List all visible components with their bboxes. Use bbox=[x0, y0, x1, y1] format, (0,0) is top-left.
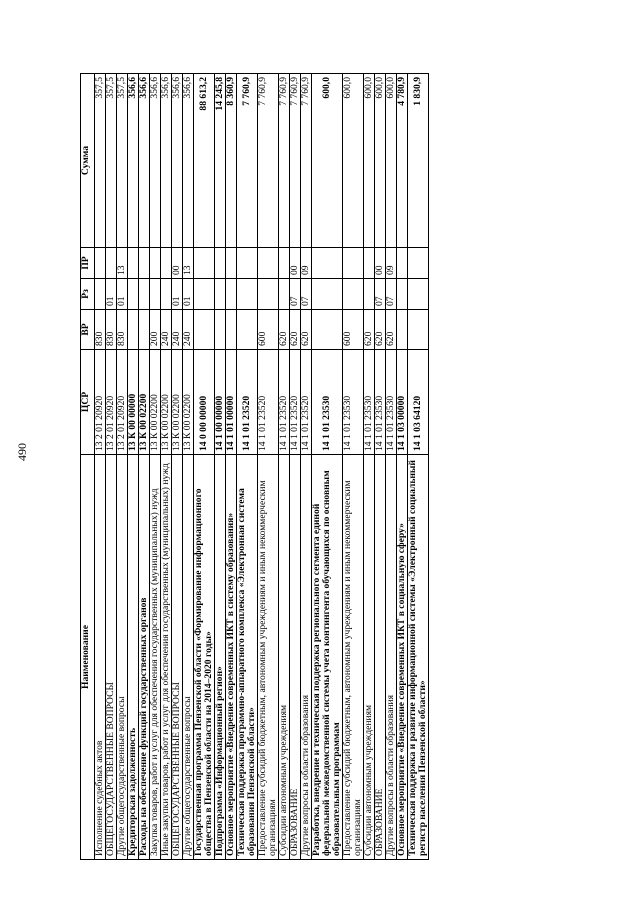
cell-csr: 14 1 03 64120 bbox=[408, 350, 429, 455]
cell-vr: 620 bbox=[386, 310, 397, 350]
cell-name: ОБРАЗОВАНИЕ bbox=[290, 455, 301, 860]
cell-rz bbox=[194, 279, 215, 310]
cell-rz bbox=[226, 279, 237, 310]
table-row bbox=[386, 74, 397, 860]
cell-csr: 14 1 01 23530 bbox=[343, 350, 364, 455]
cell-rz bbox=[279, 279, 290, 310]
header-pr: ПР bbox=[81, 248, 95, 279]
cell-pr bbox=[194, 248, 215, 279]
cell-vr: 620 bbox=[375, 310, 386, 350]
cell-sum: 1 830,9 bbox=[408, 74, 429, 248]
table-row bbox=[237, 74, 258, 860]
cell-rz: 01 bbox=[117, 279, 128, 310]
table-row bbox=[343, 74, 364, 860]
table-header-row bbox=[81, 74, 95, 860]
cell-rz: 01 bbox=[172, 279, 183, 310]
cell-pr bbox=[139, 248, 150, 279]
cell-csr: 14 1 00 00000 bbox=[215, 350, 226, 455]
cell-vr bbox=[194, 310, 215, 350]
cell-rz bbox=[312, 279, 343, 310]
table-row bbox=[258, 74, 279, 860]
table-row bbox=[183, 74, 194, 860]
cell-vr bbox=[312, 310, 343, 350]
cell-pr bbox=[237, 248, 258, 279]
cell-sum: 356,6 bbox=[128, 74, 139, 248]
cell-vr bbox=[139, 310, 150, 350]
cell-csr: 14 0 00 00000 bbox=[194, 350, 215, 455]
cell-name: Основное мероприятие «Внедрение современных ИКТ в социальную сферу» bbox=[397, 455, 408, 860]
cell-pr bbox=[258, 248, 279, 279]
cell-sum: 356,6 bbox=[139, 74, 150, 248]
cell-name: Субсидии автономным учреждениям bbox=[364, 455, 375, 860]
cell-name: Кредиторская задолженность bbox=[128, 455, 139, 860]
cell-vr: 240 bbox=[172, 310, 183, 350]
cell-sum: 7 760,9 bbox=[290, 74, 301, 248]
table-row bbox=[312, 74, 343, 860]
cell-pr bbox=[150, 248, 161, 279]
cell-csr: 13 К 00 02200 bbox=[161, 350, 172, 455]
cell-sum: 7 760,9 bbox=[301, 74, 312, 248]
cell-name: Другие общегосударственные вопросы bbox=[117, 455, 128, 860]
cell-sum: 357,5 bbox=[106, 74, 117, 248]
cell-sum: 356,6 bbox=[172, 74, 183, 248]
cell-sum: 8 360,9 bbox=[226, 74, 237, 248]
table-row bbox=[128, 74, 139, 860]
cell-pr bbox=[106, 248, 117, 279]
cell-vr: 600 bbox=[258, 310, 279, 350]
cell-sum: 600,0 bbox=[343, 74, 364, 248]
budget-table-container bbox=[80, 74, 585, 860]
cell-vr: 830 bbox=[106, 310, 117, 350]
cell-csr: 14 1 01 23530 bbox=[375, 350, 386, 455]
cell-name: Закупка товаров, работ и услуг для обеспечения государственных (муниципальных) нужд bbox=[150, 455, 161, 860]
cell-vr: 240 bbox=[183, 310, 194, 350]
table-row bbox=[215, 74, 226, 860]
cell-name: ОБРАЗОВАНИЕ bbox=[375, 455, 386, 860]
table-body bbox=[95, 74, 429, 860]
cell-pr bbox=[364, 248, 375, 279]
cell-sum: 356,6 bbox=[183, 74, 194, 248]
cell-csr: 14 1 01 23530 bbox=[364, 350, 375, 455]
budget-table bbox=[80, 73, 429, 860]
cell-pr: 13 bbox=[117, 248, 128, 279]
page-number: 490 bbox=[15, 443, 29, 461]
cell-sum: 88 613,2 bbox=[194, 74, 215, 248]
cell-rz bbox=[408, 279, 429, 310]
cell-vr: 830 bbox=[95, 310, 106, 350]
table-row bbox=[226, 74, 237, 860]
cell-csr: 13 2 01 20920 bbox=[106, 350, 117, 455]
cell-rz: 07 bbox=[290, 279, 301, 310]
table-row bbox=[161, 74, 172, 860]
cell-name: Другие вопросы в области образования bbox=[301, 455, 312, 860]
cell-pr bbox=[226, 248, 237, 279]
cell-rz bbox=[237, 279, 258, 310]
cell-vr: 600 bbox=[343, 310, 364, 350]
cell-sum: 600,0 bbox=[312, 74, 343, 248]
cell-rz bbox=[258, 279, 279, 310]
cell-vr: 830 bbox=[117, 310, 128, 350]
table-row bbox=[408, 74, 429, 860]
cell-vr: 620 bbox=[279, 310, 290, 350]
cell-pr bbox=[279, 248, 290, 279]
cell-csr: 14 1 01 23530 bbox=[386, 350, 397, 455]
cell-pr bbox=[397, 248, 408, 279]
cell-sum: 600,0 bbox=[386, 74, 397, 248]
cell-rz bbox=[397, 279, 408, 310]
cell-csr: 14 1 01 00000 bbox=[226, 350, 237, 455]
cell-rz bbox=[95, 279, 106, 310]
cell-name: Предоставление субсидий бюджетным, автономным учреждениям и иным некоммерческим организациям bbox=[258, 455, 279, 860]
cell-name: Разработка, внедрение и техническая поддержка регионального сегмента единой федеральной межведомственной системы учета контингента обучающихся по основным образовательным программам bbox=[312, 455, 343, 860]
cell-sum: 7 760,9 bbox=[258, 74, 279, 248]
cell-csr: 13 К 00 02200 bbox=[139, 350, 150, 455]
cell-name: Техническая поддержка и развитие информационной системы «Электронный социальный регистр населения Пензенской области» bbox=[408, 455, 429, 860]
cell-sum: 7 760,9 bbox=[279, 74, 290, 248]
cell-name: Государственная программа Пензенской области «Формирование информационного общества в Пензенской области на 2014–2020 годы» bbox=[194, 455, 215, 860]
cell-rz bbox=[150, 279, 161, 310]
cell-csr: 14 1 01 23520 bbox=[237, 350, 258, 455]
cell-sum: 356,6 bbox=[150, 74, 161, 248]
cell-pr: 00 bbox=[375, 248, 386, 279]
cell-csr: 13 2 01 20920 bbox=[117, 350, 128, 455]
cell-rz bbox=[128, 279, 139, 310]
table-row bbox=[397, 74, 408, 860]
header-sum: Сумма bbox=[81, 74, 95, 248]
cell-name: Техническая поддержка программно-аппаратного комплекса «Электронная система образования Пензенской области» bbox=[237, 455, 258, 860]
cell-rz: 07 bbox=[386, 279, 397, 310]
header-vr: ВР bbox=[81, 310, 95, 350]
cell-pr bbox=[161, 248, 172, 279]
cell-sum: 600,0 bbox=[364, 74, 375, 248]
cell-csr: 14 1 01 23520 bbox=[301, 350, 312, 455]
cell-csr: 13 К 00 02200 bbox=[150, 350, 161, 455]
cell-pr: 09 bbox=[386, 248, 397, 279]
cell-vr bbox=[215, 310, 226, 350]
cell-csr: 13 К 00 02200 bbox=[183, 350, 194, 455]
cell-vr: 240 bbox=[161, 310, 172, 350]
cell-vr bbox=[397, 310, 408, 350]
table-row bbox=[364, 74, 375, 860]
table-row bbox=[172, 74, 183, 860]
cell-name: Подпрограмма «Информационный регион» bbox=[215, 455, 226, 860]
cell-vr bbox=[128, 310, 139, 350]
cell-vr: 200 bbox=[150, 310, 161, 350]
cell-name: Иные закупки товаров, работ и услуг для обеспечения государственных (муниципальных) нужд bbox=[161, 455, 172, 860]
cell-pr: 00 bbox=[290, 248, 301, 279]
cell-vr: 620 bbox=[290, 310, 301, 350]
cell-sum: 4 780,9 bbox=[397, 74, 408, 248]
header-name: Наименование bbox=[81, 455, 95, 860]
cell-csr: 14 1 01 23520 bbox=[258, 350, 279, 455]
cell-name: Другие общегосударственные вопросы bbox=[183, 455, 194, 860]
cell-rz: 07 bbox=[301, 279, 312, 310]
cell-pr bbox=[95, 248, 106, 279]
table-row bbox=[194, 74, 215, 860]
cell-vr: 620 bbox=[301, 310, 312, 350]
cell-rz bbox=[215, 279, 226, 310]
cell-rz: 01 bbox=[183, 279, 194, 310]
cell-name: Основное мероприятие «Внедрение современных ИКТ в систему образования» bbox=[226, 455, 237, 860]
cell-name: ОБЩЕГОСУДАРСТВЕННЫЕ ВОПРОСЫ bbox=[106, 455, 117, 860]
table-row bbox=[117, 74, 128, 860]
header-rz: Рз bbox=[81, 279, 95, 310]
cell-vr bbox=[226, 310, 237, 350]
table-row bbox=[95, 74, 106, 860]
table-row bbox=[290, 74, 301, 860]
cell-csr: 13 К 00 02200 bbox=[172, 350, 183, 455]
table-row bbox=[150, 74, 161, 860]
cell-sum: 357,5 bbox=[95, 74, 106, 248]
cell-csr: 13 К 00 00000 bbox=[128, 350, 139, 455]
cell-pr: 13 bbox=[183, 248, 194, 279]
cell-pr bbox=[215, 248, 226, 279]
table-row bbox=[301, 74, 312, 860]
cell-vr bbox=[408, 310, 429, 350]
cell-pr: 00 bbox=[172, 248, 183, 279]
cell-name: Другие вопросы в области образования bbox=[386, 455, 397, 860]
cell-csr: 14 1 01 23530 bbox=[312, 350, 343, 455]
cell-rz bbox=[364, 279, 375, 310]
cell-rz: 07 bbox=[375, 279, 386, 310]
cell-name: ОБЩЕГОСУДАРСТВЕННЫЕ ВОПРОСЫ bbox=[172, 455, 183, 860]
cell-name: Субсидии автономным учреждениям bbox=[279, 455, 290, 860]
cell-rz bbox=[343, 279, 364, 310]
cell-sum: 357,5 bbox=[117, 74, 128, 248]
cell-sum: 356,6 bbox=[161, 74, 172, 248]
cell-name: Исполнение судебных актов bbox=[95, 455, 106, 860]
cell-sum: 600,0 bbox=[375, 74, 386, 248]
cell-name: Предоставление субсидий бюджетным, автономным учреждениям и иным некоммерческим организациям bbox=[343, 455, 364, 860]
cell-pr bbox=[128, 248, 139, 279]
table-row bbox=[279, 74, 290, 860]
table-row bbox=[375, 74, 386, 860]
cell-sum: 14 245,8 bbox=[215, 74, 226, 248]
cell-vr: 620 bbox=[364, 310, 375, 350]
table-row bbox=[106, 74, 117, 860]
cell-rz: 01 bbox=[106, 279, 117, 310]
cell-pr bbox=[312, 248, 343, 279]
cell-sum: 7 760,9 bbox=[237, 74, 258, 248]
cell-csr: 13 2 01 20920 bbox=[95, 350, 106, 455]
cell-vr bbox=[237, 310, 258, 350]
cell-rz bbox=[139, 279, 150, 310]
cell-pr bbox=[408, 248, 429, 279]
table-row bbox=[139, 74, 150, 860]
cell-name: Расходы на обеспечение функций государственных органов bbox=[139, 455, 150, 860]
cell-csr: 14 1 03 00000 bbox=[397, 350, 408, 455]
cell-csr: 14 1 01 23520 bbox=[279, 350, 290, 455]
header-csr: ЦСР bbox=[81, 350, 95, 455]
cell-pr bbox=[343, 248, 364, 279]
cell-csr: 14 1 01 23520 bbox=[290, 350, 301, 455]
cell-pr: 09 bbox=[301, 248, 312, 279]
cell-rz bbox=[161, 279, 172, 310]
